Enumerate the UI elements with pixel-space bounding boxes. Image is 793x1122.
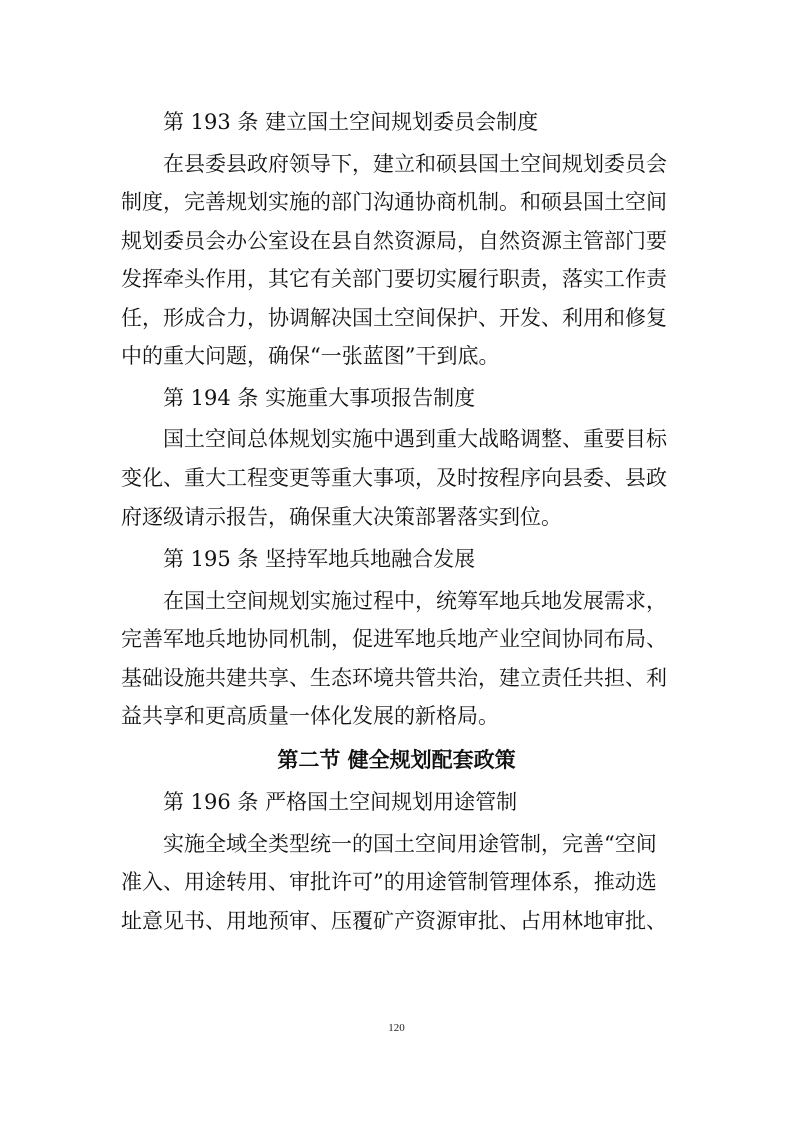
page-number: 120 xyxy=(388,1022,405,1034)
paragraph-line: 府逐级请示报告，确保重大决策部署落实到位。 xyxy=(121,505,562,529)
article-heading-194: 第 194 条 实施重大事项报告制度 xyxy=(163,386,476,410)
paragraph-line: 在县委县政府领导下，建立和硕县国土空间规划委员会 xyxy=(163,152,667,176)
paragraph-line: 实施全域全类型统一的国土空间用途管制，完善“空间 xyxy=(163,832,657,856)
paragraph-line: 中的重大问题，确保“一张蓝图”干到底。 xyxy=(121,344,500,368)
article-heading-195: 第 195 条 坚持军地兵地融合发展 xyxy=(163,547,476,571)
paragraph-line: 准入、用途转用、审批许可”的用途管制管理体系，推动选 xyxy=(121,870,657,894)
paragraph-line: 规划委员会办公室设在县自然资源局，自然资源主管部门要 xyxy=(121,229,667,253)
paragraph-line: 在国土空间规划实施过程中，统筹军地兵地发展需求， xyxy=(163,589,667,613)
paragraph-line: 任，形成合力，协调解决国土空间保护、开发、利用和修复 xyxy=(121,306,667,330)
paragraph-line: 国土空间总体规划实施中遇到重大战略调整、重要目标 xyxy=(163,427,667,451)
article-heading-196: 第 196 条 严格国土空间规划用途管制 xyxy=(163,790,518,814)
paragraph-line: 完善军地兵地协同机制，促进军地兵地产业空间协同布局、 xyxy=(121,627,667,651)
paragraph-line: 基础设施共建共享、生态环境共管共治，建立责任共担、利 xyxy=(121,666,667,690)
section-heading: 第二节 健全规划配套政策 xyxy=(277,748,516,772)
paragraph-line: 益共享和更高质量一体化发展的新格局。 xyxy=(121,704,499,728)
paragraph-line: 发挥牵头作用，其它有关部门要切实履行职责，落实工作责 xyxy=(121,267,667,291)
paragraph-line: 制度，完善规划实施的部门沟通协商机制。和硕县国土空间 xyxy=(121,190,667,214)
article-heading-193: 第 193 条 建立国土空间规划委员会制度 xyxy=(163,110,539,134)
paragraph-line: 变化、重大工程变更等重大事项，及时按程序向县委、县政 xyxy=(121,466,667,490)
paragraph-line: 址意见书、用地预审、压覆矿产资源审批、占用林地审批、 xyxy=(121,909,667,933)
